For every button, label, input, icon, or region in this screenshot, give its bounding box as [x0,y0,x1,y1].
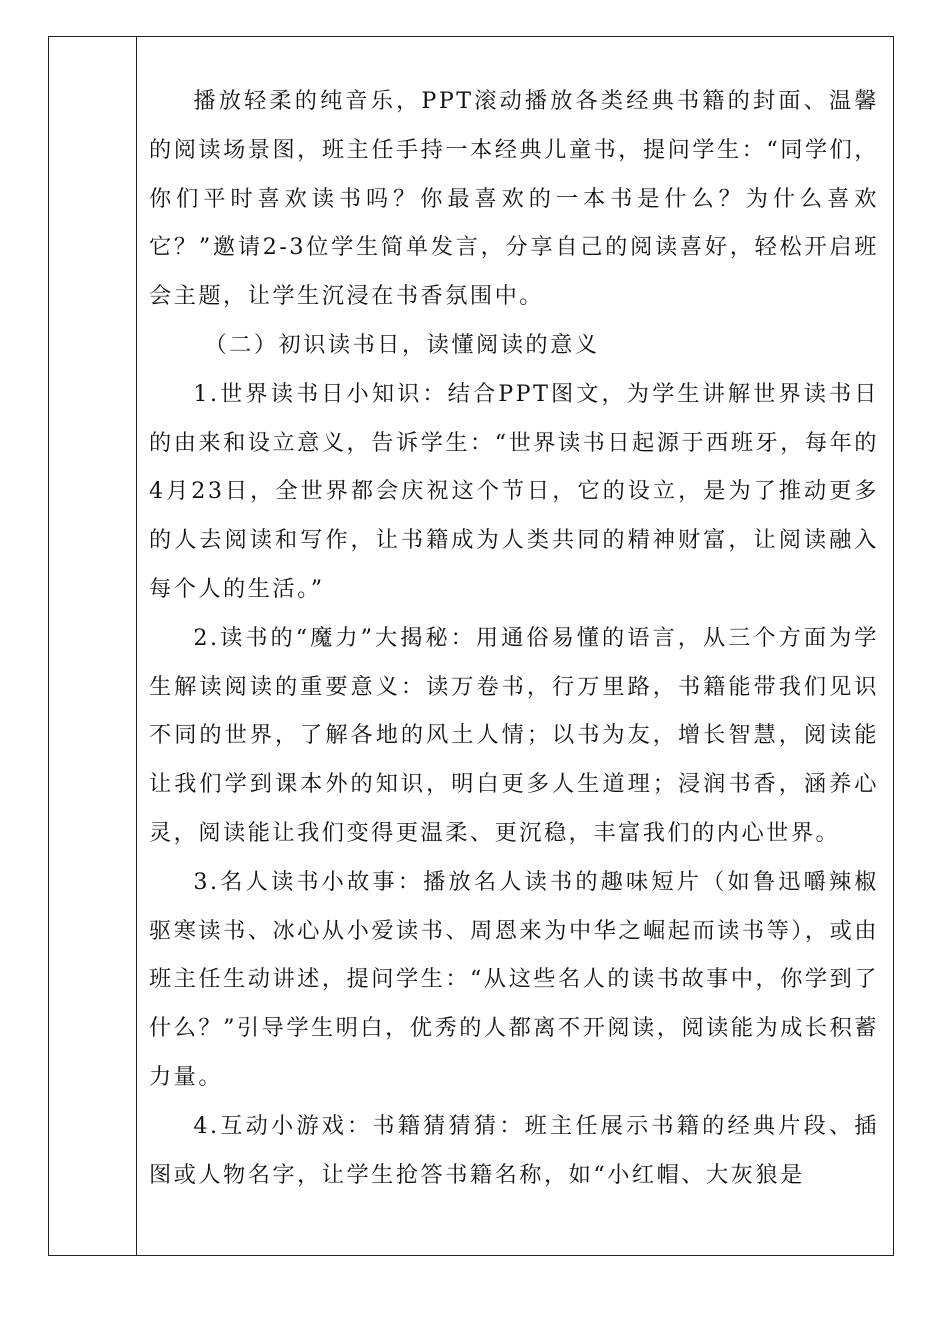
paragraph-famous-stories: 3.名人读书小故事：播放名人读书的趣味短片（如鲁迅嚼辣椒驱寒读书、冰心从小爱读书、周恩来为中华之崛起而读书等），或由班主任生动讲述，提问学生：“从这些名人的读书故事中，你学到了什么？”引导学生明白，优秀的人都离不开阅读，阅读能为成长积蓄力量。 [149,868,879,1090]
paragraph-world-book-day: 1.世界读书日小知识：结合PPT图文，为学生讲解世界读书日的由来和设立意义，告诉学生：“世界读书日起源于西班牙，每年的4月23日，全世界都会庆祝这个节日，它的设立，是为了推动更多的人去阅读和写作，让书籍成为人类共同的精神财富，让阅读融入每个人的生活。” [149,380,879,602]
section-heading: （二）初识读书日，读懂阅读的意义 [204,331,600,358]
table-left-cell [49,37,137,1255]
paragraph-warmup: 播放轻柔的纯音乐，PPT滚动播放各类经典书籍的封面、温馨的阅读场景图，班主任手持一本经典儿童书，提问学生：“同学们，你们平时喜欢读书吗？你最喜欢的一本书是什么？为什么喜欢它？”邀请2-3位学生简单发言，分享自己的阅读喜好，轻松开启班会主题，让学生沉浸在书香氛围中。 [149,88,879,310]
paragraph-reading-magic: 2.读书的“魔力”大揭秘：用通俗易懂的语言，从三个方面为学生解读阅读的重要意义：读万卷书，行万里路，书籍能带我们见识不同的世界，了解各地的风土人情；以书为友，增长智慧，阅读能让我们学到课本外的知识，明白更多人生道理；浸润书香，涵养心灵，阅读能让我们变得更温柔、更沉稳，丰富我们的内心世界。 [149,624,879,846]
table-content-cell [137,37,893,1255]
paragraph-guessing-game: 4.互动小游戏：书籍猜猜猜：班主任展示书籍的经典片段、插图或人物名字，让学生抢答书籍名称，如“小红帽、大灰狼是 [149,1112,879,1188]
table-frame [48,36,894,1256]
